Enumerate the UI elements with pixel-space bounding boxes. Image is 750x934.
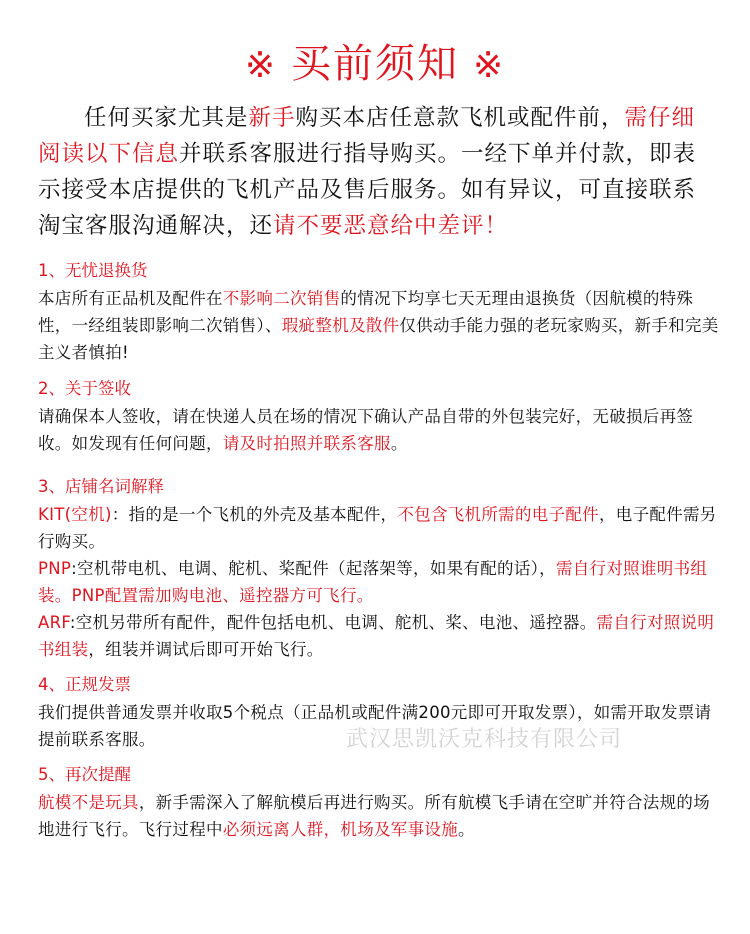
section-body [38, 501, 724, 663]
section-signing [38, 376, 724, 457]
section-reminder [38, 762, 724, 843]
reference-mark-icon-left: ※ [244, 45, 277, 86]
section-text: 本店所有正品机及配件在 [38, 289, 223, 308]
term-pnp: PNP [38, 559, 72, 578]
section-heading: 1、无忧退换货 [38, 261, 148, 280]
page-title [0, 38, 750, 92]
section-text: :空机带电机、电调、舵机、桨配件（起落架等，如果有配的话）， [71, 559, 556, 578]
section-highlight: 航模不是玩具 [38, 793, 139, 812]
term-arf: ARF [38, 613, 70, 632]
term-kit: KIT(空机) [38, 505, 112, 524]
section-text: 。 [458, 820, 475, 839]
section-heading: 5、再次提醒 [38, 765, 131, 784]
section-heading: 4、正规发票 [38, 675, 131, 694]
section-highlight: 需自行对照谁明书组装。PNP配置需加购电池、遥控器方可飞行。 [38, 559, 708, 605]
section-text: ，新手需深入了解航模后再进行购买。所有航模飞手请在空旷并符合法规的场地进行飞行。飞行过程中 [38, 793, 711, 839]
section-heading: 3、店铺名词解释 [38, 477, 164, 496]
section-highlight: 不包含飞机所需的电子配件 [397, 505, 599, 524]
section-body [38, 403, 724, 457]
section-body [38, 285, 724, 366]
intro-highlight-no-bad-review: 请不要恶意给中差评！ [273, 213, 509, 239]
section-body [38, 789, 724, 843]
section-text: 请确保本人签收，请在快递人员在场的情况下确认产品自带的外包装完好，无破损后再签收。如发现有任何问题， [38, 407, 694, 453]
intro-text-2: 购买本店任意款飞机或配件前， [295, 105, 625, 131]
section-text: 我们提供普通发票并收取5个税点（正品机或配件满200元即可开取发票），如需开取发票请提前联系客服。 [38, 703, 712, 749]
section-returns [38, 258, 724, 366]
section-highlight: 请及时拍照并联系客服 [222, 434, 391, 453]
glossary-pnp [38, 555, 724, 609]
section-heading: 2、关于签收 [38, 379, 131, 398]
glossary-kit [38, 501, 724, 555]
intro-paragraph [38, 100, 718, 244]
section-glossary [38, 474, 724, 663]
section-highlight: 需自行对照说明书组装 [38, 613, 715, 659]
section-highlight: 不影响二次销售 [222, 289, 341, 308]
intro-highlight-read: 需仔细阅读以下信息 [38, 105, 696, 167]
section-text: ：指的是一个飞机的外壳及基本配件， [111, 505, 398, 524]
page-title-text: 买前须知 [291, 41, 459, 87]
section-highlight: 必须远离人群，机场及军事设施 [222, 820, 459, 839]
section-text: 。 [390, 434, 408, 453]
section-highlight: 瑕疵整机及散件 [281, 316, 400, 335]
intro-text-1: 任何买家尤其是 [84, 105, 249, 131]
intro-text-3: 并联系客服进行指导购买。一经下单并付款，即表示接受本店提供的飞机产品及售后服务。如有异议，可直接联系淘宝客服沟通解决，还 [38, 141, 697, 239]
reference-mark-icon-right: ※ [473, 45, 506, 86]
watermark-company-name: 武汉思凯沃克科技有限公司 [346, 727, 623, 752]
glossary-arf [38, 609, 724, 663]
section-text: ，组装并调试后即可开始飞行。 [88, 640, 324, 659]
section-text: :空机另带所有配件，配件包括电机、电调、舵机、桨、电池、遥控器。 [69, 613, 597, 632]
section-text: ，电子配件需另行购买。 [38, 505, 717, 551]
intro-highlight-newbie: 新手 [248, 105, 296, 131]
section-text: 的情况下均享七天无理由退换货（因航模的特殊性，一经组装即影响二次销售）、 [38, 289, 694, 335]
section-text: 仅供动手能力强的老玩家购买，新手和完美主义者慎拍! [38, 316, 719, 362]
